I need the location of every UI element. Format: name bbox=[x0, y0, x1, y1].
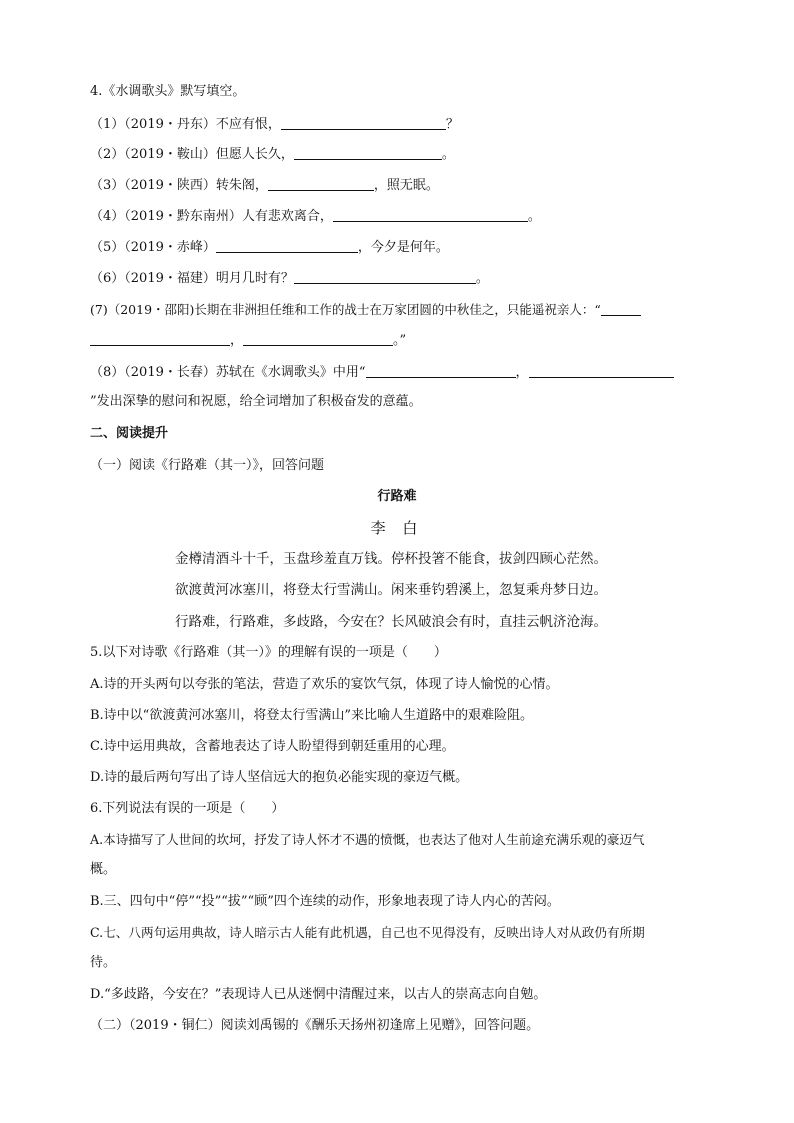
q4-item-4-text: （4）（2019・黔东南州）人有悲欢离合， bbox=[90, 209, 333, 224]
q6-option-b: B.三、四句中“停”“投”“拔”“顾”四个连续的动作，形象地表现了诗人内心的苦闷。 bbox=[90, 894, 560, 909]
answer-blank[interactable] bbox=[243, 330, 393, 346]
q4-item-5 bbox=[90, 237, 449, 258]
q4-item-7-sep: ， bbox=[230, 333, 244, 348]
q6-option-c-cont: 待。 bbox=[90, 955, 117, 970]
q4-item-7 bbox=[90, 300, 641, 320]
q4-item-7-tail: 。” bbox=[393, 333, 407, 348]
q4-item-4 bbox=[90, 206, 541, 227]
q4-item-4-tail: 。 bbox=[527, 209, 541, 224]
answer-blank[interactable] bbox=[601, 300, 641, 316]
poem-line-3: 行路难，行路难，多歧路，今安在？长风破浪会有时，直挂云帆济沧海。 bbox=[175, 614, 607, 630]
q6-option-a: A.本诗描写了人世间的坎坷，抒发了诗人怀才不遇的愤慨，也表达了他对人生前途充满乐观的豪迈气 bbox=[90, 832, 645, 847]
poem-line-2: 欲渡黄河冰塞川，将登太行雪满山。闲来垂钓碧溪上，忽复乘舟梦日边。 bbox=[175, 582, 607, 598]
q6-option-c: C.七、八两句运用典故，诗人暗示古人能有此机遇，自己也不见得没有，反映出诗人对从政仍有所期 bbox=[90, 925, 645, 940]
poem-author: 李 白 bbox=[370, 519, 424, 537]
q4-item-6 bbox=[90, 268, 489, 289]
q4-item-3-text: （3）（2019・陕西）转朱阁， bbox=[90, 178, 268, 193]
q5-stem: 5.以下对诗歌《行路难（其一）》的理解有误的一项是（ ） bbox=[90, 645, 447, 660]
q4-item-1-text: （1）（2019・丹东）不应有恨， bbox=[90, 117, 281, 132]
poem-line-1: 金樽清酒斗十千，玉盘珍羞直万钱。停杯投箸不能食，拔剑四顾心茫然。 bbox=[175, 551, 607, 567]
reading-subheading-1: （一）阅读《行路难（其一）》，回答问题 bbox=[90, 458, 325, 473]
section-heading: 二、阅读提升 bbox=[90, 426, 169, 441]
q4-item-2-text: （2）（2019・鞍山）但愿人长久， bbox=[90, 147, 294, 162]
answer-blank[interactable] bbox=[294, 268, 476, 284]
q4-item-8-sep: ， bbox=[515, 365, 529, 380]
answer-blank[interactable] bbox=[333, 206, 528, 222]
reading-subheading-2: （二）（2019・铜仁）阅读刘禹锡的《酬乐天扬州初逢席上见赠》，回答问题。 bbox=[90, 1018, 540, 1033]
answer-blank[interactable] bbox=[90, 330, 230, 346]
answer-blank[interactable] bbox=[268, 175, 374, 191]
answer-blank[interactable] bbox=[366, 362, 516, 378]
poem-title: 行路难 bbox=[377, 489, 417, 504]
q4-item-1 bbox=[90, 114, 459, 135]
q4-item-6-tail: 。 bbox=[475, 271, 489, 286]
q4-item-6-text: （6）（2019・福建）明月几时有？ bbox=[90, 271, 294, 286]
q5-option-d: D.诗的最后两句写出了诗人坚信远大的抱负必能实现的豪迈气概。 bbox=[90, 770, 469, 785]
answer-blank[interactable] bbox=[294, 144, 442, 160]
q4-item-2-tail: 。 bbox=[441, 147, 455, 162]
q4-item-7-cont bbox=[90, 330, 406, 351]
answer-blank[interactable] bbox=[216, 237, 358, 253]
q4-item-5-text: （5）（2019・赤峰） bbox=[90, 240, 216, 255]
q4-item-2 bbox=[90, 144, 455, 165]
answer-blank[interactable] bbox=[529, 362, 674, 378]
answer-blank[interactable] bbox=[281, 114, 446, 130]
q4-item-8 bbox=[90, 362, 674, 383]
q4-item-7-text: (7)（2019・邵阳)长期在非洲担任维和工作的战士在万家团圆的中秋佳之，只能遥祝亲人：“ bbox=[90, 302, 601, 317]
q5-option-b: B.诗中以“欲渡黄河冰塞川，将登太行雪满山”来比喻人生道路中的艰难险阻。 bbox=[90, 708, 533, 723]
q4-item-8-cont: ”发出深挚的慰问和祝愿，给全词增加了积极奋发的意蕴。 bbox=[90, 394, 422, 409]
q5-option-c: C.诗中运用典故，含蓄地表达了诗人盼望得到朝廷重用的心理。 bbox=[90, 739, 455, 754]
q4-item-3 bbox=[90, 175, 439, 196]
q6-stem: 6.下列说法有误的一项是（ ） bbox=[90, 801, 285, 816]
q4-title: 4.《水调歌头》默写填空。 bbox=[90, 84, 246, 99]
q6-option-a-cont: 概。 bbox=[90, 862, 117, 877]
q4-item-8-text: （8）（2019・长春）苏轼在《水调歌头》中用“ bbox=[90, 365, 366, 380]
q4-item-5-tail: ，今夕是何年。 bbox=[357, 240, 449, 255]
q6-option-d: D.“多歧路，今安在？”表现诗人已从迷惘中清醒过来，以古人的崇高志向自勉。 bbox=[90, 987, 547, 1002]
q5-option-a: A.诗的开头两句以夸张的笔法，营造了欢乐的宴饮气氛，体现了诗人愉悦的心情。 bbox=[90, 677, 559, 692]
q4-item-3-tail: ，照无眠。 bbox=[373, 178, 439, 193]
q4-item-1-tail: ？ bbox=[445, 117, 459, 132]
